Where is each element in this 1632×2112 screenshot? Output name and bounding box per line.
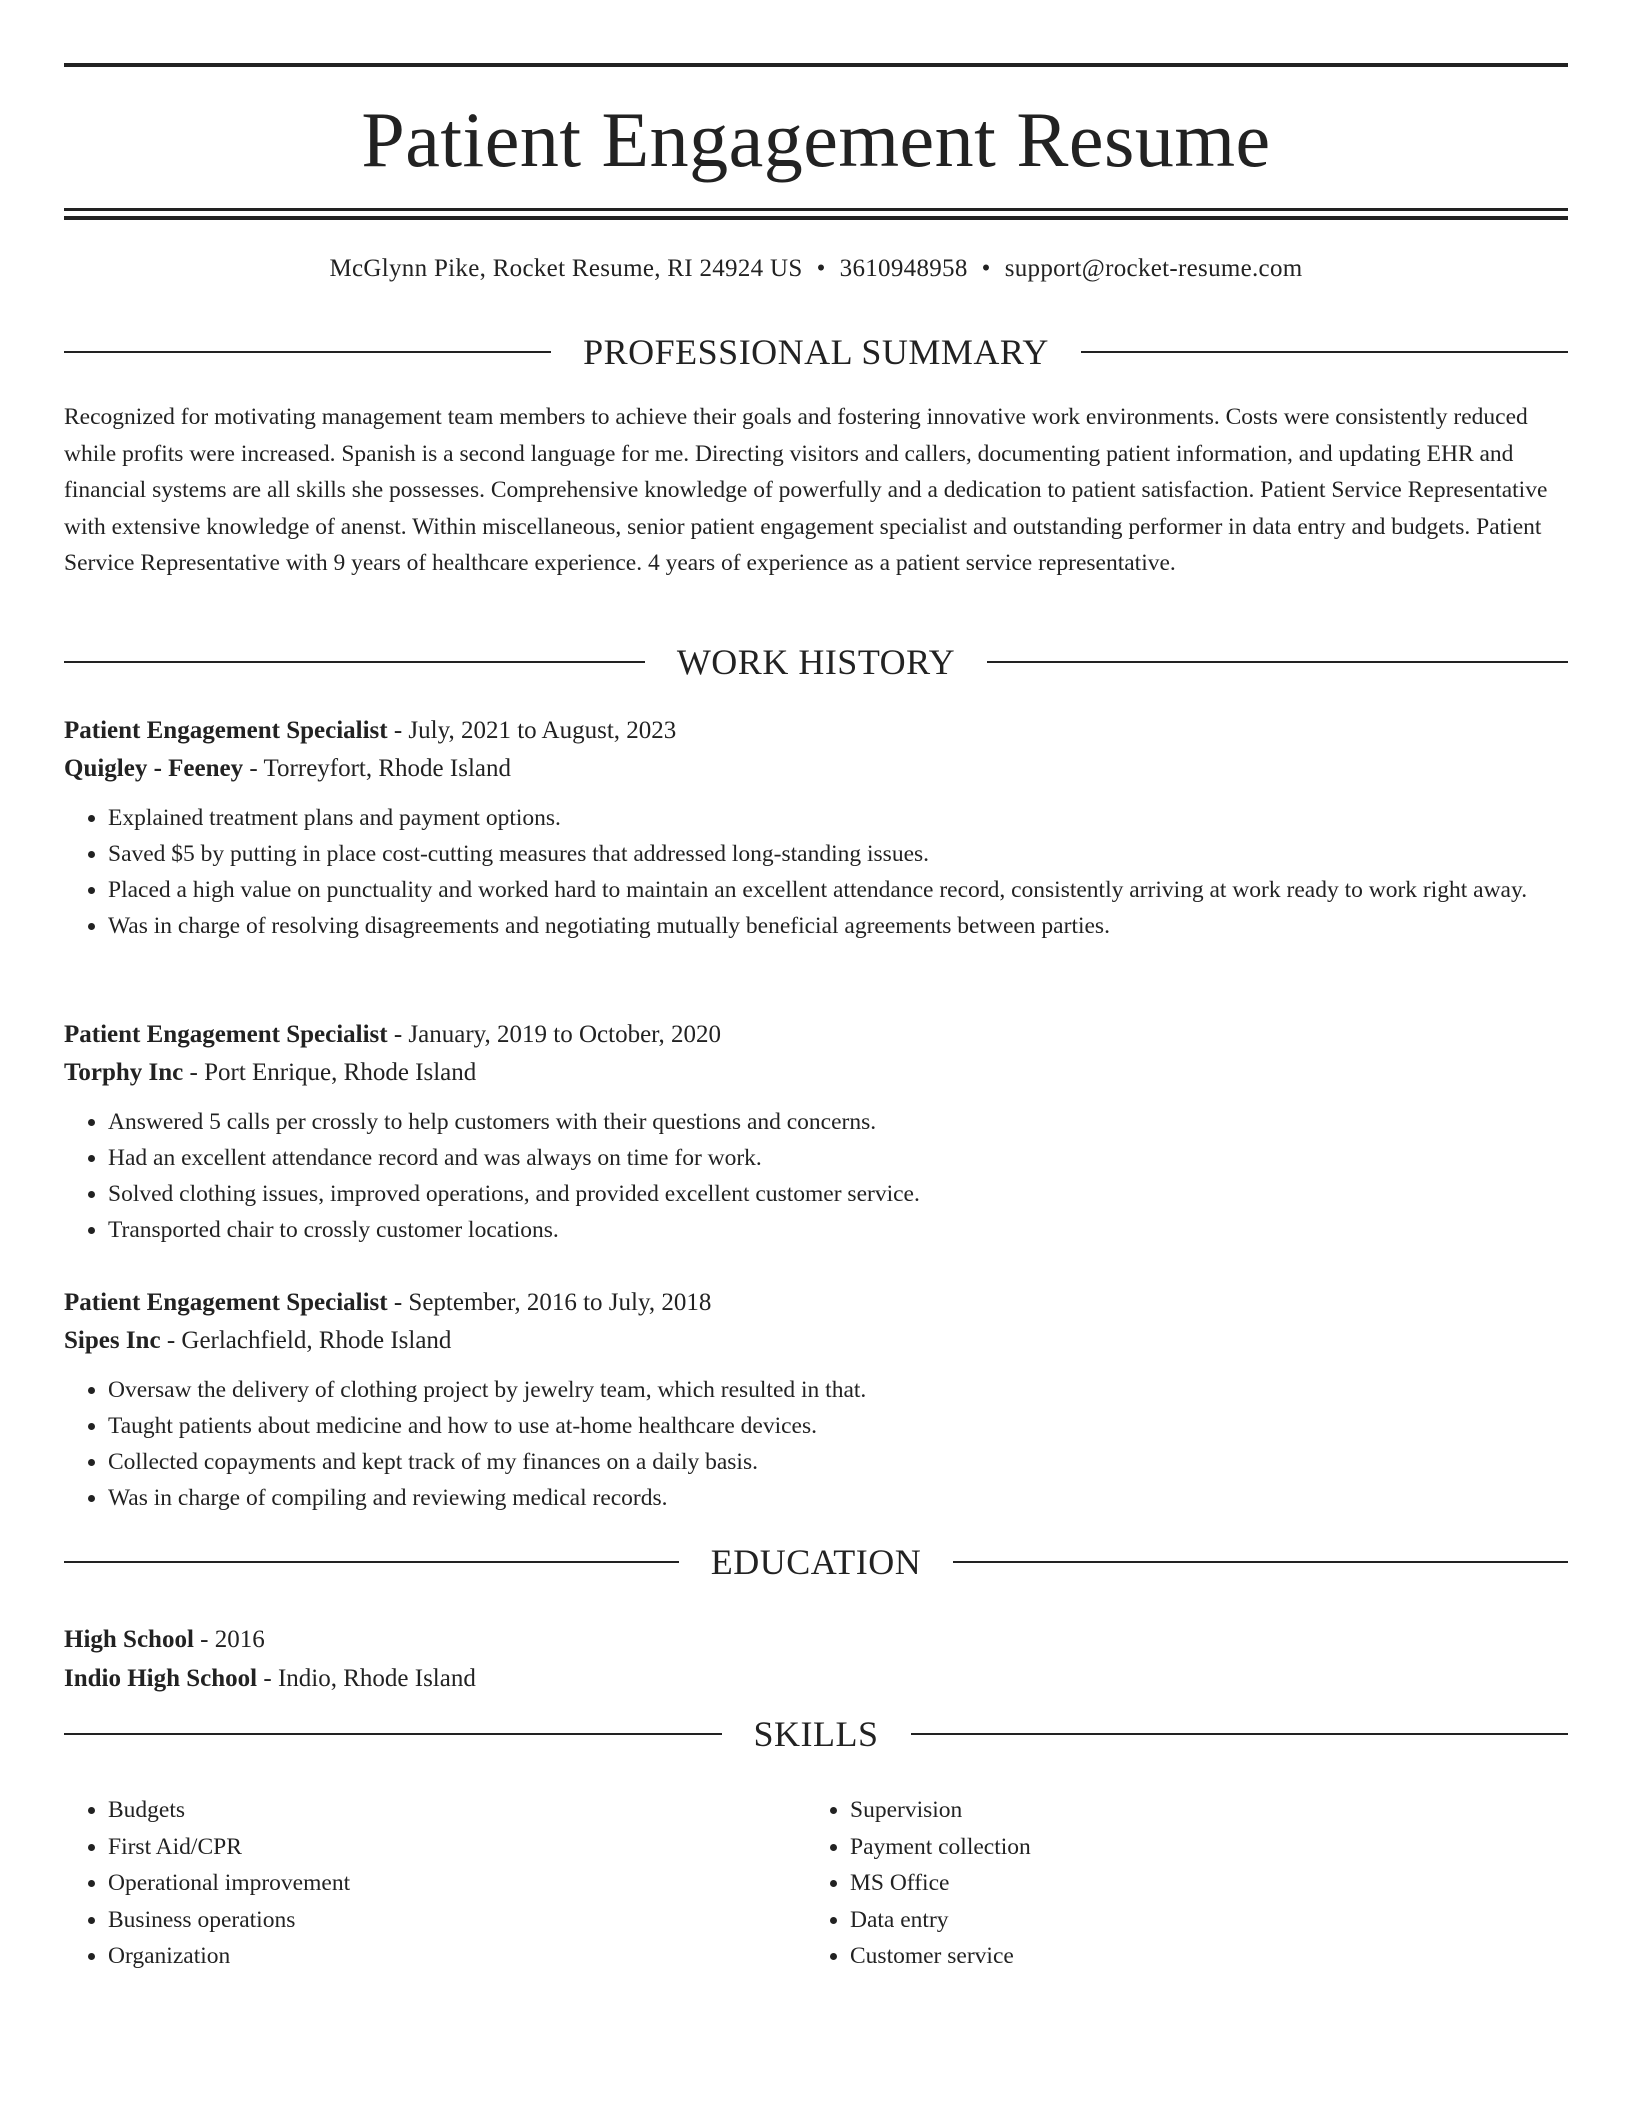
contact-line [64,252,1568,286]
job-company-line [64,1054,1568,1092]
job-bullets [64,1372,1568,1516]
job-title: Patient Engagement Specialist [64,717,388,744]
contact-separator: • [981,255,991,282]
job-title: Patient Engagement Specialist [64,1289,388,1316]
summary-text: Recognized for motivating management team members to achieve their goals and fostering innovative work environments. Costs were consistently reduced while profits were increased. Spanish is a second language for me. Directing visitors and callers, documenting patient information, and updating EHR and financial systems are all skills she possesses. Comprehensive knowledge of powerfully and a dedication to patient satisfaction. Patient Service Representative with extensive knowledge of anenst. Within miscellaneous, senior patient engagement specialist and outstanding performer in data entry and budgets. Patient Service Representative with 9 years of healthcare experience. 4 years of experience as a patient service representative. [64,404,1548,576]
job-entry [64,1016,1568,1248]
list-item: • Oversaw the delivery of clothing project by jewelry team, which resulted in that. [108,1372,1568,1408]
heading-rule [987,661,1568,663]
section-title: EDUCATION [710,1542,922,1582]
contact-email: support@rocket-resume.com [1004,255,1303,282]
skill-item: • Business operations [108,1902,806,1939]
skills-column-left [64,1792,806,1975]
list-item: • Placed a high value on punctuality and worked hard to maintain an excellent attendance record, consistently arriving at work ready to work right away. [108,872,1568,908]
skill-item: • MS Office [850,1865,1548,1902]
list-item: • Collected copayments and kept track of my finances on a daily basis. [108,1444,1568,1480]
job-bullets [64,1104,1568,1248]
section-heading-summary [64,330,1568,374]
job-location: - Port Enrique, Rhode Island [183,1059,477,1086]
education-location: - Indio, Rhode Island [257,1665,476,1692]
job-company-line [64,750,1568,788]
job-location: - Gerlachfield, Rhode Island [160,1327,452,1354]
section-title: WORK HISTORY [676,642,956,682]
section-title: PROFESSIONAL SUMMARY [583,332,1049,372]
heading-rule [1081,351,1568,353]
education-school: Indio High School [64,1665,258,1692]
job-company: Sipes Inc [64,1327,161,1354]
contact-address: McGlynn Pike, Rocket Resume, RI 24924 US [329,255,803,282]
job-company: Quigley - Feeney [64,755,244,782]
job-dates: - July, 2021 to August, 2023 [387,717,677,744]
skill-item: • Budgets [108,1792,806,1829]
job-title: Patient Engagement Specialist [64,1021,388,1048]
section-title: SKILLS [753,1714,879,1754]
skill-item: • Customer service [850,1938,1548,1975]
education-degree-line [64,1620,1568,1659]
job-role-line [64,1284,1568,1322]
job-company: Torphy Inc [64,1059,184,1086]
list-item: • Solved clothing issues, improved operations, and provided excellent customer service. [108,1176,1568,1212]
skill-item: • Payment collection [850,1829,1548,1866]
skills-list [64,1792,1568,1975]
list-item: • Taught patients about medicine and how to use at-home healthcare devices. [108,1408,1568,1444]
job-location: - Torreyfort, Rhode Island [243,755,511,782]
job-entry [64,1284,1568,1516]
section-heading-work [64,640,1568,684]
list-item: • Had an excellent attendance record and was always on time for work. [108,1140,1568,1176]
contact-separator: • [816,255,826,282]
heading-rule [953,1561,1568,1563]
job-dates: - January, 2019 to October, 2020 [387,1021,722,1048]
skill-item: • Organization [108,1938,806,1975]
contact-phone: 3610948958 [839,255,968,282]
page-title: Patient Engagement Resume [361,96,1271,183]
job-bullets [64,800,1568,944]
heading-rule [64,661,645,663]
top-rule [64,63,1568,67]
skill-item: • Data entry [850,1902,1548,1939]
heading-rule [64,351,551,353]
title-double-rule [64,208,1568,220]
job-role-line [64,1016,1568,1054]
skills-column-right [806,1792,1548,1975]
education-year: - 2016 [193,1626,265,1653]
list-item: • Saved $5 by putting in place cost-cutting measures that addressed long-standing issues. [108,836,1568,872]
skill-item: • First Aid/CPR [108,1829,806,1866]
job-role-line [64,712,1568,750]
job-dates: - September, 2016 to July, 2018 [387,1289,712,1316]
list-item: • Was in charge of compiling and reviewing medical records. [108,1480,1568,1516]
section-heading-skills [64,1712,1568,1756]
skill-item: • Operational improvement [108,1865,806,1902]
heading-rule [64,1561,679,1563]
list-item: • Transported chair to crossly customer locations. [108,1212,1568,1248]
education-entry [64,1620,1568,1698]
section-heading-education [64,1540,1568,1584]
list-item: • Explained treatment plans and payment options. [108,800,1568,836]
list-item: • Was in charge of resolving disagreements and negotiating mutually beneficial agreements between parties. [108,908,1568,944]
education-school-line [64,1659,1568,1698]
list-item: • Answered 5 calls per crossly to help customers with their questions and concerns. [108,1104,1568,1140]
job-entry [64,712,1568,944]
education-degree: High School [64,1626,194,1653]
heading-rule [64,1733,722,1735]
heading-rule [911,1733,1569,1735]
skill-item: • Supervision [850,1792,1548,1829]
job-company-line [64,1322,1568,1360]
